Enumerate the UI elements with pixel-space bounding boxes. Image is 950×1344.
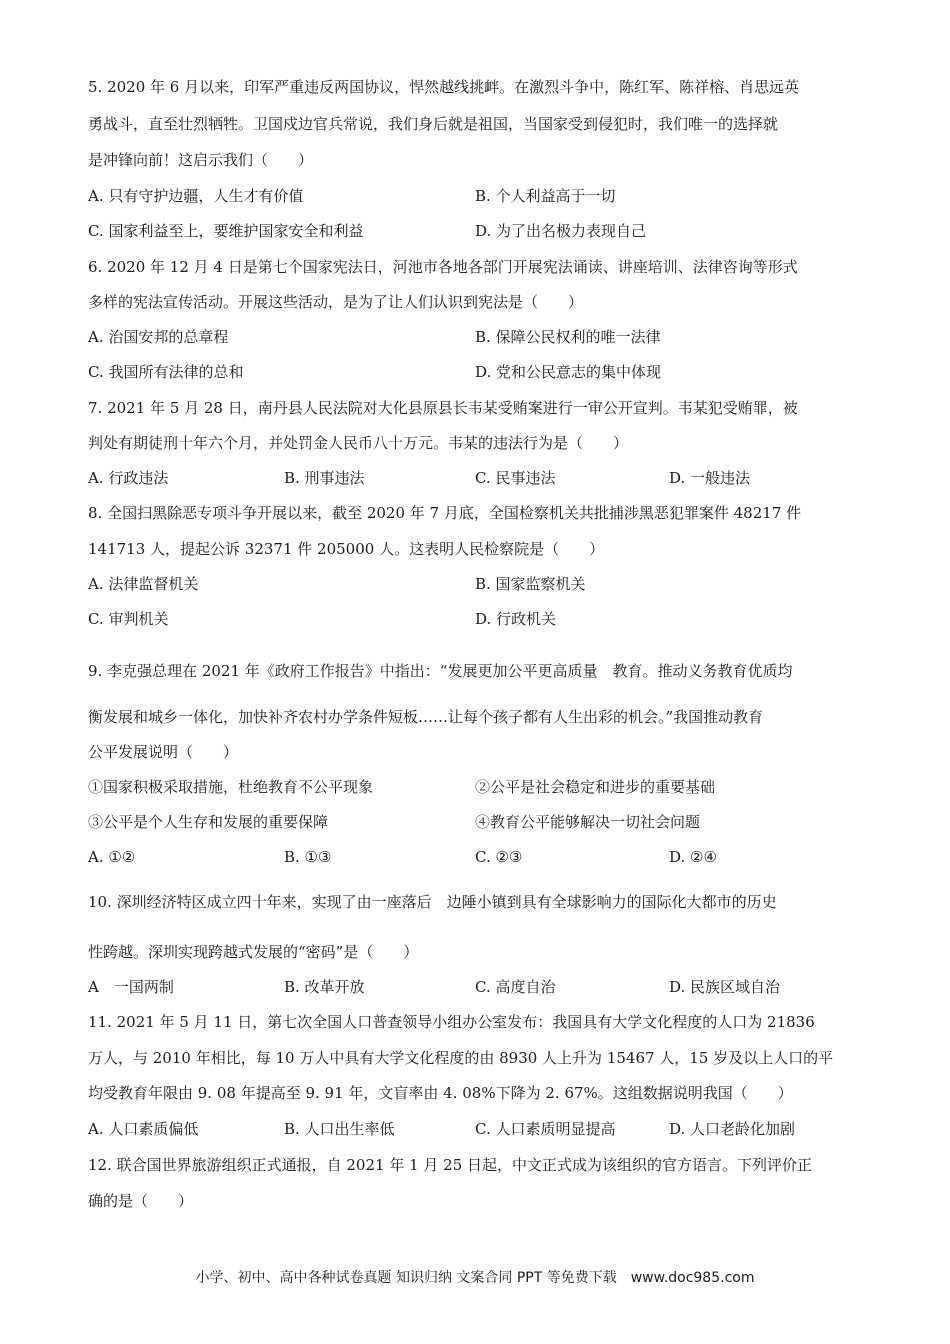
q8-option-a: A. 法律监督机关 <box>88 575 199 593</box>
q9-line-1: 9. 李克强总理在 2021 年《政府工作报告》中指出：“发展更加公平更高质量 教育。推动义务教育优质均 <box>88 662 793 680</box>
q8-option-d: D. 行政机关 <box>475 610 557 628</box>
q5-line-3: 是冲锋向前！这启示我们（ ） <box>88 151 314 169</box>
q11-option-a: A. 人口素质偏低 <box>88 1120 199 1138</box>
q5-option-d: D. 为了出名极力表现自己 <box>475 222 647 240</box>
q11-option-c: C. 人口素质明显提高 <box>475 1120 616 1138</box>
q5-option-c: C. 国家利益至上，要维护国家安全和利益 <box>88 222 364 240</box>
page-footer: 小学、初中、高中各种试卷真题 知识归纳 文案合同 PPT 等免费下载 www.doc985.com <box>195 1270 755 1286</box>
q9-statement-1: ①国家积极采取措施，杜绝教育不公平现象 <box>88 778 374 796</box>
q9-statement-2: ②公平是社会稳定和进步的重要基础 <box>475 778 716 796</box>
q6-line-1: 6. 2020 年 12 月 4 日是第七个国家宪法日，河池市各地各部门开展宪法诵读、讲座培训、法律咨询等形式 <box>88 258 798 276</box>
q5-line-1: 5. 2020 年 6 月以来，印军严重违反两国协议，悍然越线挑衅。在激烈斗争中，陈红军、陈祥榕、肖思远英 <box>88 78 800 96</box>
q6-option-c: C. 我国所有法律的总和 <box>88 363 244 381</box>
q5-line-2: 勇战斗，直至壮烈牺牲。卫国戍边官兵常说，我们身后就是祖国，当国家受到侵犯时，我们唯一的选择就 <box>88 115 779 133</box>
q11-option-d: D. 人口老龄化加剧 <box>669 1120 796 1138</box>
q7-option-d: D. 一般违法 <box>669 469 751 487</box>
q11-line-2: 万人，与 2010 年相比，每 10 万人中具有大学文化程度的由 8930 人上升为 15467 人，15 岁及以上人口的平 <box>88 1049 834 1067</box>
q10-line-1: 10. 深圳经济特区成立四十年来，实现了由一座落后 边陲小镇到具有全球影响力的国际化大都市的历史 <box>88 893 777 911</box>
q6-line-2: 多样的宪法宣传活动。开展这些活动，是为了让人们认识到宪法是（ ） <box>88 293 584 311</box>
q9-statement-3: ③公平是个人生存和发展的重要保障 <box>88 813 329 831</box>
q9-line-2: 衡发展和城乡一体化，加快补齐农村办学条件短板……让每个孩子都有人生出彩的机会。”我国推动教育 <box>88 708 764 726</box>
q10-option-a: A 一国两制 <box>88 978 174 996</box>
q12-line-1: 12. 联合国世界旅游组织正式通报，自 2021 年 1 月 25 日起，中文正式成为该组织的官方语言。下列评价正 <box>88 1156 813 1174</box>
q7-option-b: B. 刑事违法 <box>284 469 365 487</box>
q5-option-a: A. 只有守护边疆，人生才有价值 <box>88 187 304 205</box>
q6-option-a: A. 治国安邦的总章程 <box>88 328 229 346</box>
q9-option-c: C. ②③ <box>475 848 523 866</box>
q10-option-b: B. 改革开放 <box>284 978 365 996</box>
q8-option-c: C. 审判机关 <box>88 610 169 628</box>
q7-option-c: C. 民事违法 <box>475 469 556 487</box>
q9-option-d: D. ②④ <box>669 848 717 866</box>
q10-line-2: 性跨越。深圳实现跨越式发展的“密码”是（ ） <box>88 943 419 961</box>
q9-line-3: 公平发展说明（ ） <box>88 743 239 761</box>
q8-option-b: B. 国家监察机关 <box>475 575 586 593</box>
q10-option-d: D. 民族区域自治 <box>669 978 781 996</box>
q6-option-d: D. 党和公民意志的集中体现 <box>475 363 662 381</box>
q7-option-a: A. 行政违法 <box>88 469 169 487</box>
q9-option-a: A. ①② <box>88 848 136 866</box>
q7-line-2: 判处有期徒刑十年六个月，并处罚金人民币八十万元。韦某的违法行为是（ ） <box>88 434 629 452</box>
q8-line-1: 8. 全国扫黑除恶专项斗争开展以来，截至 2020 年 7 月底，全国检察机关共批捕涉黑恶犯罪案件 48217 件 <box>88 504 802 522</box>
q11-line-3: 均受教育年限由 9. 08 年提高至 9. 91 年，文盲率由 4. 08%下降为 2. 67%。这组数据说明我国（ ） <box>88 1084 793 1102</box>
q9-statement-4: ④教育公平能够解决一切社会问题 <box>475 813 701 831</box>
q9-option-b: B. ①③ <box>284 848 332 866</box>
q10-option-c: C. 高度自治 <box>475 978 556 996</box>
q11-option-b: B. 人口出生率低 <box>284 1120 395 1138</box>
q11-line-1: 11. 2021 年 5 月 11 日，第七次全国人口普查领导小组办公室发布：我国具有大学文化程度的人口为 21836 <box>88 1013 815 1031</box>
q12-line-2: 确的是（ ） <box>88 1192 194 1210</box>
q5-option-b: B. 个人利益高于一切 <box>475 187 616 205</box>
q6-option-b: B. 保障公民权利的唯一法律 <box>475 328 661 346</box>
q7-line-1: 7. 2021 年 5 月 28 日，南丹县人民法院对大化县原县长韦某受贿案进行一审公开宣判。韦某犯受贿罪，被 <box>88 399 798 417</box>
q8-line-2: 141713 人，提起公诉 32371 件 205000 人。这表明人民检察院是（ ） <box>88 540 605 558</box>
